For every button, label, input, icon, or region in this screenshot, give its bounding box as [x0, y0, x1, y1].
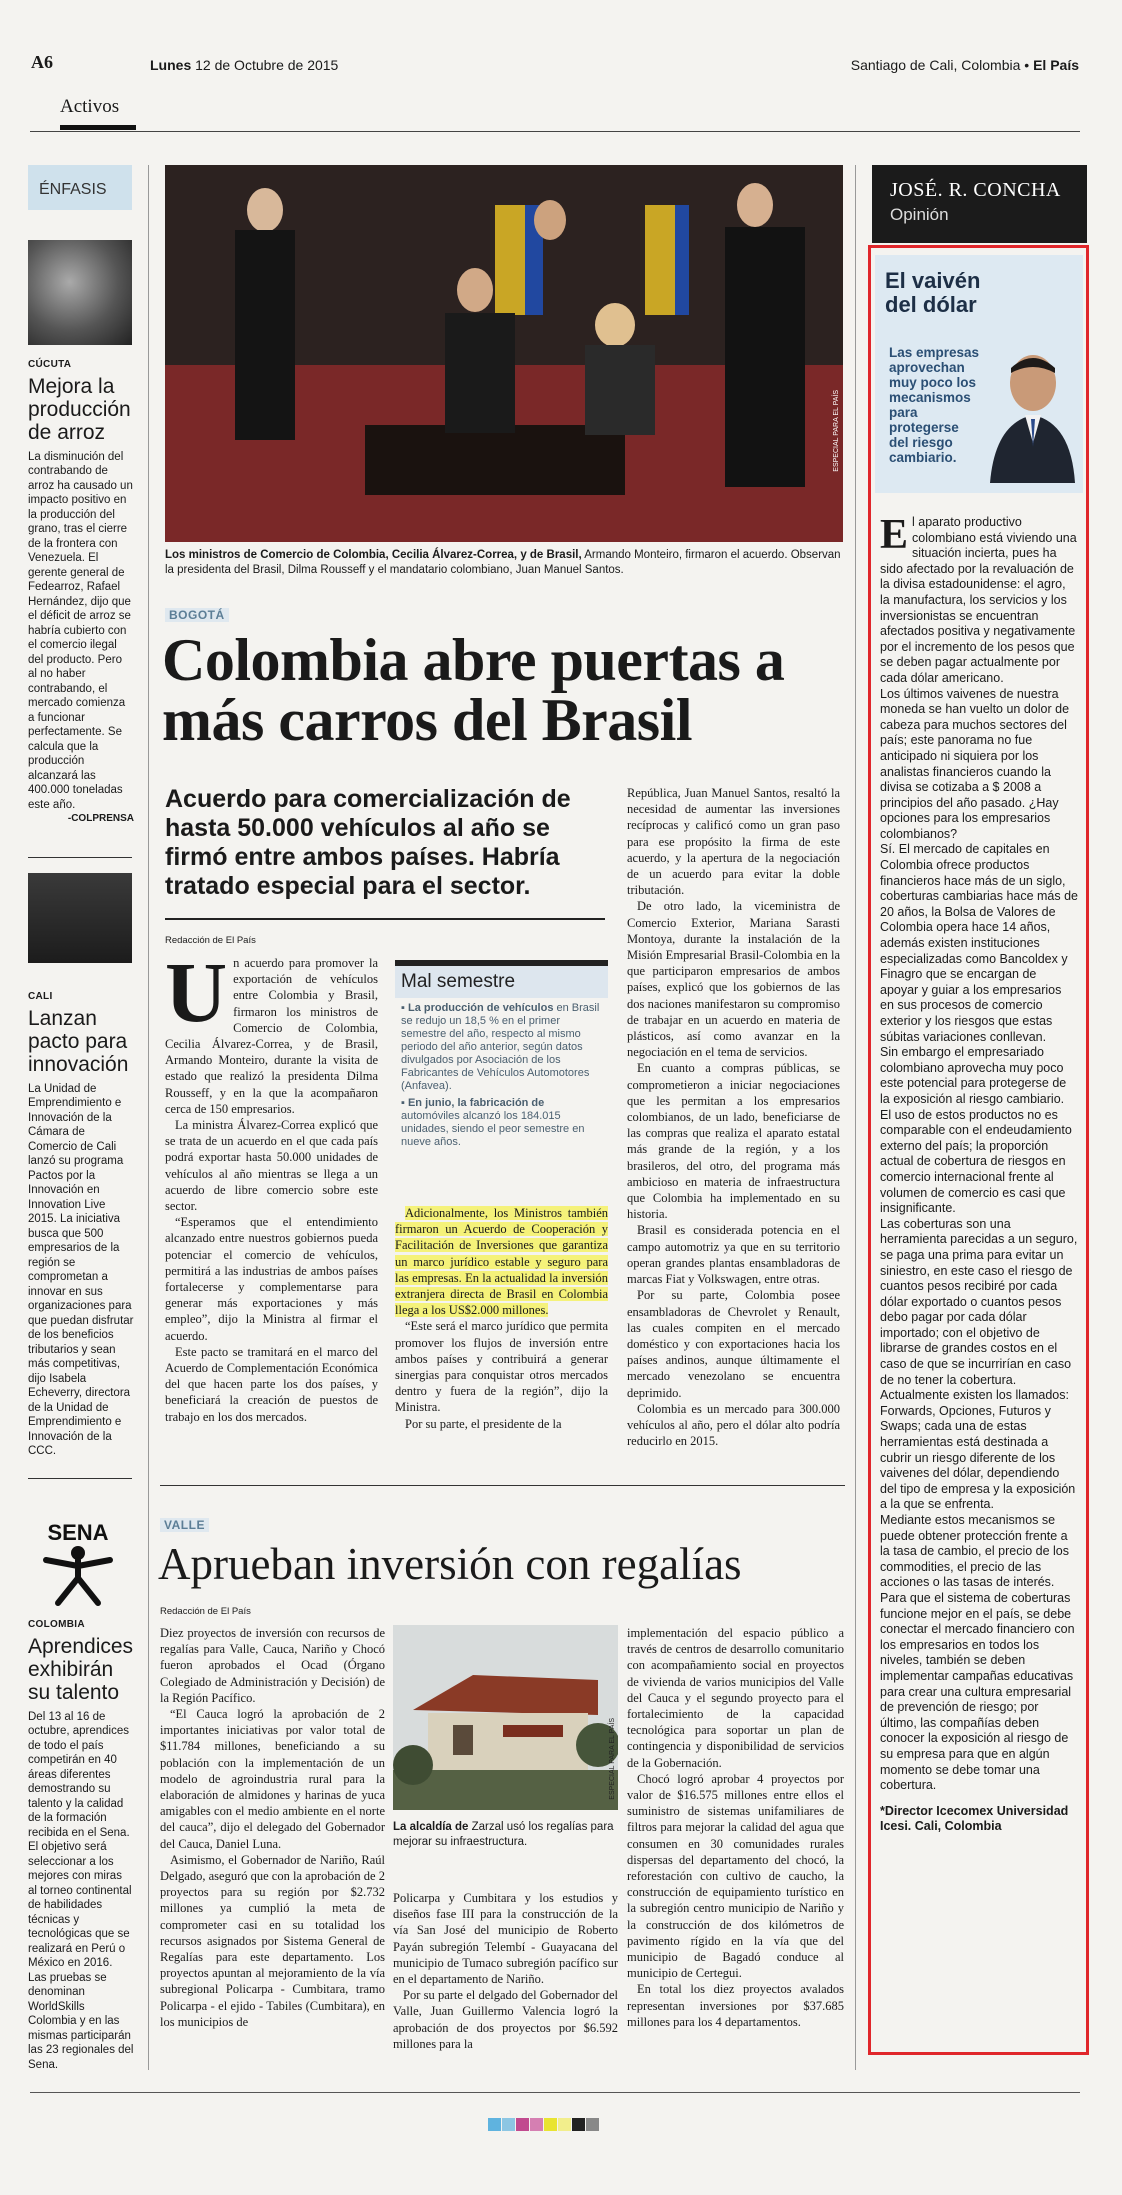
paragraph: La ministra Álvarez-Correa explicó que se trata de un acuerdo en el que cada país podrá exportar hasta 50.000 unidades de vehículos al año mientras se llega a un acuerdo de libre comercio sobre este sector. — [165, 1118, 378, 1214]
article-column-2 — [395, 1205, 608, 1432]
paragraph: Para que el sistema de coberturas funcione mejor en el país, se debe conectar el mercado financiero con los empresarios en todos los niveles, también se deben implementar campañas educativas para crear una cultura empresarial de prevención de riesgo; por último, las compañías deben conocer la exposición al riesgo de su empresa para que en algún momento se debe tomar una cobertura. — [880, 1590, 1075, 1793]
article-column-1 — [165, 944, 378, 1425]
section-tab: Activos — [60, 92, 136, 130]
rice-photo — [28, 240, 132, 345]
paragraph: Policarpa y Cumbitara y los estudios y diseños fase III para la construcción de la vía San José del municipio de Roberto Payán subregión Telembí - Guayacana del municipio de Tumaco subregión pacífico sur en el departamento de Nariño. — [393, 1891, 618, 1987]
second-column-1 — [160, 1625, 385, 2030]
paragraph: Actualmente existen los llamados: Forwards, Opciones, Futuros y Swaps; cada una de estas herramientas está destinada a cubrir un riesgo diferente de los vaivenes del dólar, dependiendo del tipo de empresa y la exposición a la que se enfrenta. — [880, 1388, 1076, 1512]
opinion-summary-box — [875, 255, 1083, 493]
second-headline: Aprueban inversión con regalías — [158, 1539, 742, 1589]
sidebar-item-place: COLOMBIA — [28, 1619, 85, 1630]
paragraph: De otro lado, la viceministra de Comercio Exterior, Mariana Sarasti Montoya, durante la instalación de la Misión Empresarial Brasil-Colombia en la que participaron empresarios de ambos países, explicó que los gobiernos de las dos naciones manifestaron su compromiso de trabajar en un acuerdo en materia de plásticos, así como avanzar en la negociación en el tema de servicios. — [627, 899, 840, 1060]
signing-photo — [165, 165, 843, 542]
paragraph: Los últimos vaivenes de nuestra moneda se han vuelto un dolor de cabeza para muchos sectores del país; este panorama no fue anticipado ni siquiera por los analistas financieros cuando la divisa se cotizaba a $ 2008 a principios del año pasado. ¿Hay opciones para los empresarios colombianos? — [880, 686, 1070, 841]
paragraph: Las coberturas son una herramienta parecidas a un seguro, se paga una prima para evitar un siniestro, en este caso el riesgo de cuantos pesos recibiré por cada dólar exportado o cuantos pesos debo pagar por cada dólar importado; con el objetivo de librarse de grandes costos en el caso de que se incurrirían en caso de no tener la cobertura. — [880, 1216, 1078, 1387]
svg-text:SENA: SENA — [47, 1520, 109, 1545]
second-byline: Redacción de El País — [160, 1606, 251, 1617]
second-photo-caption: La alcaldía de Zarzal usó los regalías para mejorar su infraestructura. — [393, 1821, 614, 1848]
paragraph: Brasil es considerada potencia en el campo automotriz ya que en su territorio operan grandes plantas ensambladoras de marcas Fiat y Volkswagen, entre otras. — [627, 1223, 840, 1287]
paragraph: l aparato productivo colombiano está viviendo una situación incierta, pues ha sido afectado por la revaluación de la divisa estadounidense: el agro, la manufactura, los servicios y los inversionistas se encuentran afectados positiva y negativamente por el incremento de los pesos que se deben pagar actualmente por cada dólar americano. — [880, 515, 1077, 685]
sidebar-title-box — [28, 165, 132, 210]
headline: Colombia abre puertas a más carros del Brasil — [162, 627, 785, 753]
deck: Acuerdo para comercialización de hasta 50.000 vehículos al año se firmó entre ambos países. Habría tratado especial para el sector. — [165, 785, 571, 900]
sidebar-item-place: CALI — [28, 991, 53, 1002]
photo-credit: ESPECIAL PARA EL PAÍS — [833, 390, 840, 472]
innovation-photo — [28, 873, 132, 963]
paragraph: Este pacto se tramitará en el marco del Acuerdo de Complementación Económica del que hacen parte los dos países, y beneficiará la creación de puestos de trabajo en los dos mercados. — [165, 1344, 378, 1424]
paragraph: Diez proyectos de inversión con recursos de regalías para Valle, Cauca, Nariño y Chocó fueron aprobados el Ocad (Órgano Colegiado de Administración y Decisión) de la Región Pacífico. — [160, 1626, 385, 1705]
sidebar-title: ÉNFASIS — [39, 181, 107, 198]
page-source: Santiago de Cali, Colombia • El País — [850, 57, 1079, 73]
second-photo-credit: ESPECIAL PARA EL PAÍS — [609, 1718, 616, 1800]
print-color-bar — [488, 2118, 600, 2136]
paragraph: Chocó logró aprobar 4 proyectos por valor de $16.575 millones entre ellos el suministro de sistemas unifamiliares de filtros para mejorar la calidad del agua que consumen en 30 comunidades rurales dispersas del departamento del chocó, la reforestación con cultivo de caucho, la construcción de equipamiento turístico en la subregión centro municipio de Nariño y la construcción de dos kilómetros de pavimento rígido en la vía que del municipio de Bagadó conduce al municipio de Certegui. — [627, 1771, 844, 1981]
opinion-title: El vaivén del dólar — [885, 268, 981, 317]
opinion-author: JOSÉ. R. CONCHA — [890, 179, 1061, 201]
sena-logo — [28, 1518, 128, 1608]
paragraph: Por su parte, el presidente de la — [405, 1416, 562, 1431]
sidebar-item-head: Lanzan pacto para innovación — [28, 1006, 129, 1076]
opinion-summary: Las empresas aprovechan muy poco los mecanismos para protegerse del riesgo cambiario. — [889, 345, 980, 465]
paragraph: “Este será el marco jurídico que permita promover los flujos de inversión entre ambos países y contribuirá a generar sinergias para conquistar otros mercados dentro y fuera de la región”, dijo la Ministra. — [395, 1319, 608, 1415]
photo-caption: Los ministros de Comercio de Colombia, Cecilia Álvarez-Correa, y de Brasil, Armando Monteiro, firmaron el acuerdo. Observan la presidenta del Brasil, Dilma Rousseff y el mandatario colombiano, Juan Manuel Santos. — [165, 549, 841, 576]
paragraph: “El Cauca logró la aprobación de 2 importantes iniciativas por valor total de $11.784 millones, beneficiando a su población con la implementación de un modelo de agroindustria rural para la elaboración de almidones y harinas de yuca amigables con el medio ambiente en el norte del cauca”, dijo el delegado del Gobernador del Cauca, Daniel Luna. — [160, 1707, 385, 1851]
opinion-dropcap: E — [880, 512, 909, 558]
opinion-footer: *Director Icecomex Universidad Icesi. Cali, Colombia — [880, 1803, 1069, 1834]
second-column-2 — [393, 1890, 618, 2052]
second-column-3 — [627, 1625, 844, 2030]
article-column-3 — [627, 785, 840, 1449]
opinion-body — [880, 512, 1079, 1835]
author-portrait — [985, 343, 1077, 483]
kicker-valle: VALLE — [160, 1518, 209, 1532]
sidebar-item-place: CÚCUTA — [28, 359, 72, 370]
mal-semestre-box: Mal semestre ▪ La producción de vehículos en Brasil se redujo un 18,5 % en el primer semestre del año, respecto al mismo periodo del año anterior, según datos divulgados por Asociación de los Fabricantes de Vehículos Automotores (Anfavea). ▪ En junio, la fabricación de automóviles alcanzó los 184.015 unidades, siendo el peor semestre en nueve años. — [395, 960, 608, 1160]
byline: Redacción de El País — [165, 935, 256, 946]
highlighted-paragraph: Adicionalmente, los Ministros también firmaron un Acuerdo de Cooperación y Facilitación de Inversiones que garantiza un marco jurídico estable y seguro para las empresas. En la actualidad la inversión extranjera directa de Brasil en Colombia llega a los US$2.000 millones. — [395, 1206, 608, 1318]
page-date: Lunes 12 de Octubre de 2015 — [150, 57, 339, 73]
box-title: Mal semestre — [395, 966, 608, 998]
sidebar-item-head: Aprendices exhibirán su talento — [28, 1634, 134, 1704]
sidebar-item — [28, 358, 134, 827]
sidebar-item-text: La disminución del contrabando de arroz ha causado un impacto positivo en la producción del grano, tras el cierre de la frontera con Venezuela. El gerente general de Fedearroz, Rafael Hernández, dijo que el déficit de arroz se habría cubierto con el comercio ilegal del producto. Pero al no haber contrabando, el mercado comienza a funcionar perfectamente. Se calcula que la producción alcanzará las 400.000 toneladas este año. — [28, 450, 133, 811]
paragraph: Colombia es un mercado para 300.000 vehículos al año, pero el dólar alto podría reducirlo en 2015. — [627, 1401, 840, 1449]
opinion-label: Opinión — [890, 205, 949, 224]
paragraph: Mediante estos mecanismos se puede obtener protección frente a la tasa de cambio, el precio de los commodities, el precio de las acciones o las tasas de interés. — [880, 1513, 1069, 1590]
paragraph: En cuanto a compras públicas, se comprometieron a iniciar negociaciones que les permitan a los empresarios colombianos, de un lado, beneficiarse de las compras que realiza el aparato estatal más grande de la región, y a los brasileros, del otro, del programa más ambicioso en materia de infraestructura que Colombia ha implementado en su historia. — [627, 1061, 840, 1222]
paragraph: n acuerdo para promover la exportación de vehículos entre Colombia y Brasil, firmaron los ministros de Comercio de Colombia, Cecilia Álvarez-Correa, y de Brasil, Armando Monteiro, durante la visita de estado que realizó la presidenta Dilma Rousseff, y en la que la acompañaron cerca de 150 empresarios. — [165, 956, 378, 1116]
paragraph: Asimismo, el Gobernador de Nariño, Raúl Delgado, aseguró que con la aprobación de 2 proyectos para su región por $2.732 millones ya cumplió la meta de comprometer casi en su totalidad los recursos asignados por Sistema General de Regalías para este departamento. Los proyectos apuntan al mejoramiento de la vía subregional Policarpa - Cumbitara, tramo Policarpa - el ejido - Tabiles (Cumbitara), en los municipios de — [160, 1852, 385, 2029]
sidebar-item-text: Del 13 al 16 de octubre, aprendices de todo el país competirán en 40 áreas diferentes demostrando su talento y la calidad de la formación recibida en el Sena. El objetivo será seleccionar a los mejores con miras al torneo continental de habilidades técnicas y tecnológicas que se realizará en Perú o México en 2016. Las pruebas se denominan WorldSkills Colombia y en las mismas participarán las 23 regionales del Sena. — [28, 1710, 134, 2071]
paragraph: implementación del espacio público a través de centros de desarrollo comunitario con acompañamiento social en proyectos de vivienda de varios municipios del Valle del Cauca y el segundo proyecto para el fortalecimiento de la capacidad tecnológica para soportar un plan de contingencia y disponibilidad de servicios de la Gobernación. — [627, 1626, 844, 1770]
page-number: A6 — [31, 52, 53, 72]
opinion-header — [872, 165, 1087, 243]
kicker-bogota: BOGOTÁ — [165, 608, 229, 622]
sidebar-item-text: La Unidad de Emprendimiento e Innovación de la Cámara de Comercio de Cali lanzó su programa Pactos por la Innovación en Innovation Live 2015. La iniciativa busca que 500 empresarios de la región se comprometan a innovar en sus organizaciones para que puedan disfrutar de los beneficios tributarios y sean más competitivas, dijo Isabela Echeverry, directora de la Unidad de Emprendimiento e Innovación de la CCC. — [28, 1082, 134, 1457]
paragraph: Sin embargo el empresariado colombiano aprovecha muy poco este potencial para protegerse de la exposición al riesgo cambiario. — [880, 1045, 1067, 1106]
paragraph: Por su parte, Colombia posee ensambladoras de Chevrolet y Renault, las cuales compiten en el mercado doméstico y con exportaciones hacia los países andinos, aunque últimamente el mercado venezolano se encuentra deprimido. — [627, 1288, 840, 1400]
paragraph: Sí. El mercado de capitales en Colombia ofrece productos financieros hace más de un siglo, coberturas cambiarias hace más de 20 años, la Bolsa de Valores de Colombia opera hace 14 años, además existen instituciones especializadas como Bancoldex y Finagro que se encargan de apoyar y guiar a los empresarios en sus procesos de comercio exterior y los riesgos que estas súbitas variaciones conllevan. — [880, 842, 1079, 1044]
paragraph: República, Juan Manuel Santos, resaltó la necesidad de aumentar las inversiones recíprocas y calificó como un gran paso para ese propósito la firma de este acuerdo, y la apertura de la negociación de un acuerdo para evitar la doble tributación. — [627, 786, 840, 898]
dropcap: U — [165, 944, 228, 1040]
sidebar-item-credit: -COLPRENSA — [67, 813, 134, 824]
paragraph: “Esperamos que el entendimiento alcanzado entre nuestros gobiernos pueda potenciar el comercio de vehículos, permitirá a las industrias de ambos países fortalecerse y complementarse para generar más exportaciones y más empleo”, dijo la Ministra al firmar el acuerdo. — [165, 1215, 378, 1343]
zarzal-photo — [393, 1625, 618, 1810]
sidebar-item — [28, 990, 134, 1459]
sidebar-item — [28, 1618, 134, 2072]
paragraph: El uso de estos productos no es comparable con el endeudamiento externo del país; la proporción actual de cobertura de riesgos en comercio internacional frente al volumen de comercio es casi que insignificante. — [880, 1107, 1072, 1216]
paragraph: En total los diez proyectos avalados representan inversiones por $37.685 millones para los 4 departamentos. — [627, 1982, 844, 2029]
paragraph: Por su parte el delgado del Gobernador del Valle, Juan Guillermo Valencia logró la aprobación de dos proyectos por $6.592 millones para la — [393, 1988, 618, 2051]
sidebar-item-head: Mejora la producción de arroz — [28, 374, 131, 444]
